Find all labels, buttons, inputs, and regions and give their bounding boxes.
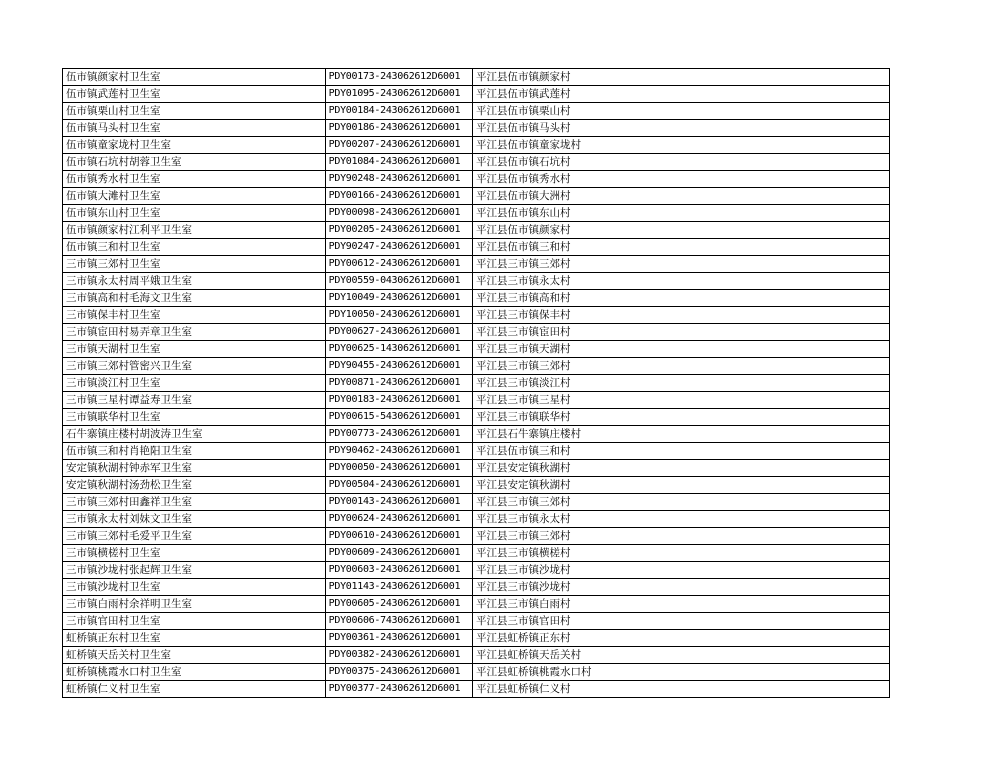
clinic-name-cell[interactable]: 三市镇高和村毛海文卫生室 [63, 290, 326, 307]
clinic-name-cell[interactable]: 虹桥镇仁义村卫生室 [63, 681, 326, 698]
table-row [63, 545, 890, 562]
clinic-name-cell[interactable]: 三市镇永太村刘妹文卫生室 [63, 511, 326, 528]
table-row [63, 290, 890, 307]
table-row [63, 409, 890, 426]
address-cell[interactable]: 平江县安定镇秋湖村 [472, 477, 889, 494]
table-row [63, 69, 890, 86]
clinic-name-cell[interactable]: 三市镇保丰村卫生室 [63, 307, 326, 324]
address-cell[interactable]: 平江县三市镇三星村 [472, 392, 889, 409]
license-code-cell[interactable]: PDY00184-243062612D6001 [325, 103, 472, 120]
clinic-name-cell[interactable]: 伍市镇颜家村江利平卫生室 [63, 222, 326, 239]
table-row [63, 222, 890, 239]
license-code-cell[interactable]: PDY01143-243062612D6001 [325, 579, 472, 596]
clinic-name-cell[interactable]: 三市镇三郊村卫生室 [63, 256, 326, 273]
license-code-cell[interactable]: PDY10050-243062612D6001 [325, 307, 472, 324]
table-row [63, 307, 890, 324]
table-row [63, 511, 890, 528]
license-code-cell[interactable]: PDY00603-243062612D6001 [325, 562, 472, 579]
table-row [63, 664, 890, 681]
clinic-name-cell[interactable]: 三市镇三郊村管密兴卫生室 [63, 358, 326, 375]
table-row [63, 120, 890, 137]
table-row [63, 630, 890, 647]
address-cell[interactable]: 平江县虹桥镇天岳关村 [472, 647, 889, 664]
license-code-cell[interactable]: PDY00098-243062612D6001 [325, 205, 472, 222]
table-row [63, 86, 890, 103]
clinic-name-cell[interactable]: 三市镇沙垅村张起辉卫生室 [63, 562, 326, 579]
clinic-name-cell[interactable]: 伍市镇东山村卫生室 [63, 205, 326, 222]
license-code-cell[interactable]: PDY00627-243062612D6001 [325, 324, 472, 341]
license-code-cell[interactable]: PDY00605-243062612D6001 [325, 596, 472, 613]
license-code-cell[interactable]: PDY00173-243062612D6001 [325, 69, 472, 86]
table-row [63, 188, 890, 205]
address-cell[interactable]: 平江县三市镇保丰村 [472, 307, 889, 324]
address-cell[interactable]: 平江县伍市镇大洲村 [472, 188, 889, 205]
clinic-name-cell[interactable]: 伍市镇石坑村胡蓉卫生室 [63, 154, 326, 171]
table-row [63, 596, 890, 613]
address-cell[interactable]: 平江县安定镇秋湖村 [472, 460, 889, 477]
license-code-cell[interactable]: PDY00382-243062612D6001 [325, 647, 472, 664]
table-row [63, 171, 890, 188]
clinic-name-cell[interactable]: 伍市镇马头村卫生室 [63, 120, 326, 137]
address-cell[interactable]: 平江县虹桥镇仁义村 [472, 681, 889, 698]
license-code-cell[interactable]: PDY00773-243062612D6001 [325, 426, 472, 443]
table-row [63, 613, 890, 630]
table-row [63, 443, 890, 460]
clinic-name-cell[interactable]: 三市镇三郊村田鑫祥卫生室 [63, 494, 326, 511]
address-cell[interactable]: 平江县三市镇天湖村 [472, 341, 889, 358]
clinic-name-cell[interactable]: 三市镇横槎村卫生室 [63, 545, 326, 562]
address-cell[interactable]: 平江县三市镇沙垅村 [472, 562, 889, 579]
license-code-cell[interactable]: PDY00624-243062612D6001 [325, 511, 472, 528]
clinic-name-cell[interactable]: 伍市镇三和村肖艳阳卫生室 [63, 443, 326, 460]
license-code-cell[interactable]: PDY90248-243062612D6001 [325, 171, 472, 188]
table-row [63, 528, 890, 545]
address-cell[interactable]: 平江县三市镇淡江村 [472, 375, 889, 392]
license-code-cell[interactable]: PDY00361-243062612D6001 [325, 630, 472, 647]
clinic-name-cell[interactable]: 伍市镇大滩村卫生室 [63, 188, 326, 205]
license-code-cell[interactable]: PDY00504-243062612D6001 [325, 477, 472, 494]
clinic-name-cell[interactable]: 三市镇沙垅村卫生室 [63, 579, 326, 596]
table-row [63, 358, 890, 375]
license-code-cell[interactable]: PDY00871-243062612D6001 [325, 375, 472, 392]
address-cell[interactable]: 平江县三市镇白雨村 [472, 596, 889, 613]
address-cell[interactable]: 平江县伍市镇马头村 [472, 120, 889, 137]
license-code-cell[interactable]: PDY00143-243062612D6001 [325, 494, 472, 511]
table-row [63, 494, 890, 511]
license-code-cell[interactable]: PDY01084-243062612D6001 [325, 154, 472, 171]
table-row [63, 375, 890, 392]
address-cell[interactable]: 平江县伍市镇秀水村 [472, 171, 889, 188]
license-code-cell[interactable]: PDY90247-243062612D6001 [325, 239, 472, 256]
table-row [63, 477, 890, 494]
table-row [63, 341, 890, 358]
license-code-cell[interactable]: PDY00186-243062612D6001 [325, 120, 472, 137]
license-code-cell[interactable]: PDY00625-143062612D6001 [325, 341, 472, 358]
clinic-table-body [63, 69, 890, 698]
clinic-name-cell[interactable]: 伍市镇秀水村卫生室 [63, 171, 326, 188]
clinic-name-cell[interactable]: 安定镇秋湖村钟赤军卫生室 [63, 460, 326, 477]
address-cell[interactable]: 平江县伍市镇颜家村 [472, 69, 889, 86]
address-cell[interactable]: 平江县伍市镇东山村 [472, 205, 889, 222]
address-cell[interactable]: 平江县伍市镇三和村 [472, 239, 889, 256]
address-cell[interactable]: 平江县伍市镇三和村 [472, 443, 889, 460]
address-cell[interactable]: 平江县三市镇沙垅村 [472, 579, 889, 596]
clinic-name-cell[interactable]: 虹桥镇天岳关村卫生室 [63, 647, 326, 664]
address-cell[interactable]: 平江县三市镇永太村 [472, 511, 889, 528]
table-row [63, 137, 890, 154]
address-cell[interactable]: 平江县虹桥镇正东村 [472, 630, 889, 647]
clinic-name-cell[interactable]: 三市镇淡江村卫生室 [63, 375, 326, 392]
license-code-cell[interactable]: PDY00606-743062612D6001 [325, 613, 472, 630]
address-cell[interactable]: 平江县三市镇官田村 [472, 613, 889, 630]
address-cell[interactable]: 平江县虹桥镇桃霞水口村 [472, 664, 889, 681]
clinic-name-cell[interactable]: 虹桥镇正东村卫生室 [63, 630, 326, 647]
table-row [63, 103, 890, 120]
address-cell[interactable]: 平江县三市镇三郊村 [472, 358, 889, 375]
clinic-name-cell[interactable]: 三市镇白雨村余祥明卫生室 [63, 596, 326, 613]
license-code-cell[interactable]: PDY00609-243062612D6001 [325, 545, 472, 562]
clinic-name-cell[interactable]: 三市镇官田村卫生室 [63, 613, 326, 630]
license-code-cell[interactable]: PDY01095-243062612D6001 [325, 86, 472, 103]
clinic-table [62, 68, 890, 698]
table-row [63, 426, 890, 443]
license-code-cell[interactable]: PDY00612-243062612D6001 [325, 256, 472, 273]
license-code-cell[interactable]: PDY00377-243062612D6001 [325, 681, 472, 698]
license-code-cell[interactable]: PDY90462-243062612D6001 [325, 443, 472, 460]
address-cell[interactable]: 平江县三市镇宦田村 [472, 324, 889, 341]
table-row [63, 562, 890, 579]
license-code-cell[interactable]: PDY90455-243062612D6001 [325, 358, 472, 375]
license-code-cell[interactable]: PDY00559-043062612D6001 [325, 273, 472, 290]
license-code-cell[interactable]: PDY00183-243062612D6001 [325, 392, 472, 409]
address-cell[interactable]: 平江县三市镇高和村 [472, 290, 889, 307]
license-code-cell[interactable]: PDY00050-243062612D6001 [325, 460, 472, 477]
clinic-name-cell[interactable]: 安定镇秋湖村汤劲松卫生室 [63, 477, 326, 494]
table-row [63, 205, 890, 222]
address-cell[interactable]: 平江县三市镇三郊村 [472, 256, 889, 273]
address-cell[interactable]: 平江县三市镇联华村 [472, 409, 889, 426]
address-cell[interactable]: 平江县伍市镇武莲村 [472, 86, 889, 103]
clinic-name-cell[interactable]: 伍市镇颜家村卫生室 [63, 69, 326, 86]
clinic-name-cell[interactable]: 伍市镇栗山村卫生室 [63, 103, 326, 120]
table-row [63, 460, 890, 477]
clinic-name-cell[interactable]: 三市镇永太村周平娥卫生室 [63, 273, 326, 290]
clinic-name-cell[interactable]: 三市镇天湖村卫生室 [63, 341, 326, 358]
table-row [63, 256, 890, 273]
clinic-name-cell[interactable]: 三市镇联华村卫生室 [63, 409, 326, 426]
table-row [63, 273, 890, 290]
address-cell[interactable]: 平江县三市镇横槎村 [472, 545, 889, 562]
clinic-name-cell[interactable]: 伍市镇三和村卫生室 [63, 239, 326, 256]
license-code-cell[interactable]: PDY10049-243062612D6001 [325, 290, 472, 307]
address-cell[interactable]: 平江县伍市镇石坑村 [472, 154, 889, 171]
clinic-name-cell[interactable]: 三市镇三郊村毛爱平卫生室 [63, 528, 326, 545]
table-row [63, 681, 890, 698]
address-cell[interactable]: 平江县石牛寨镇庄楼村 [472, 426, 889, 443]
table-row [63, 239, 890, 256]
table-row [63, 579, 890, 596]
clinic-name-cell[interactable]: 石牛寨镇庄楼村胡波涛卫生室 [63, 426, 326, 443]
clinic-name-cell[interactable]: 伍市镇武莲村卫生室 [63, 86, 326, 103]
address-cell[interactable]: 平江县三市镇永太村 [472, 273, 889, 290]
license-code-cell[interactable]: PDY00205-243062612D6001 [325, 222, 472, 239]
clinic-name-cell[interactable]: 虹桥镇桃霞水口村卫生室 [63, 664, 326, 681]
address-cell[interactable]: 平江县三市镇三郊村 [472, 494, 889, 511]
clinic-name-cell[interactable]: 三市镇三星村谭益寿卫生室 [63, 392, 326, 409]
license-code-cell[interactable]: PDY00610-243062612D6001 [325, 528, 472, 545]
table-row [63, 392, 890, 409]
table-row [63, 647, 890, 664]
address-cell[interactable]: 平江县伍市镇栗山村 [472, 103, 889, 120]
address-cell[interactable]: 平江县伍市镇颜家村 [472, 222, 889, 239]
license-code-cell[interactable]: PDY00615-543062612D6001 [325, 409, 472, 426]
address-cell[interactable]: 平江县三市镇三郊村 [472, 528, 889, 545]
clinic-name-cell[interactable]: 伍市镇童家垅村卫生室 [63, 137, 326, 154]
license-code-cell[interactable]: PDY00207-243062612D6001 [325, 137, 472, 154]
address-cell[interactable]: 平江县伍市镇童家垅村 [472, 137, 889, 154]
table-row [63, 154, 890, 171]
table-row [63, 324, 890, 341]
clinic-name-cell[interactable]: 三市镇宦田村易弄章卫生室 [63, 324, 326, 341]
license-code-cell[interactable]: PDY00166-243062612D6001 [325, 188, 472, 205]
license-code-cell[interactable]: PDY00375-243062612D6001 [325, 664, 472, 681]
